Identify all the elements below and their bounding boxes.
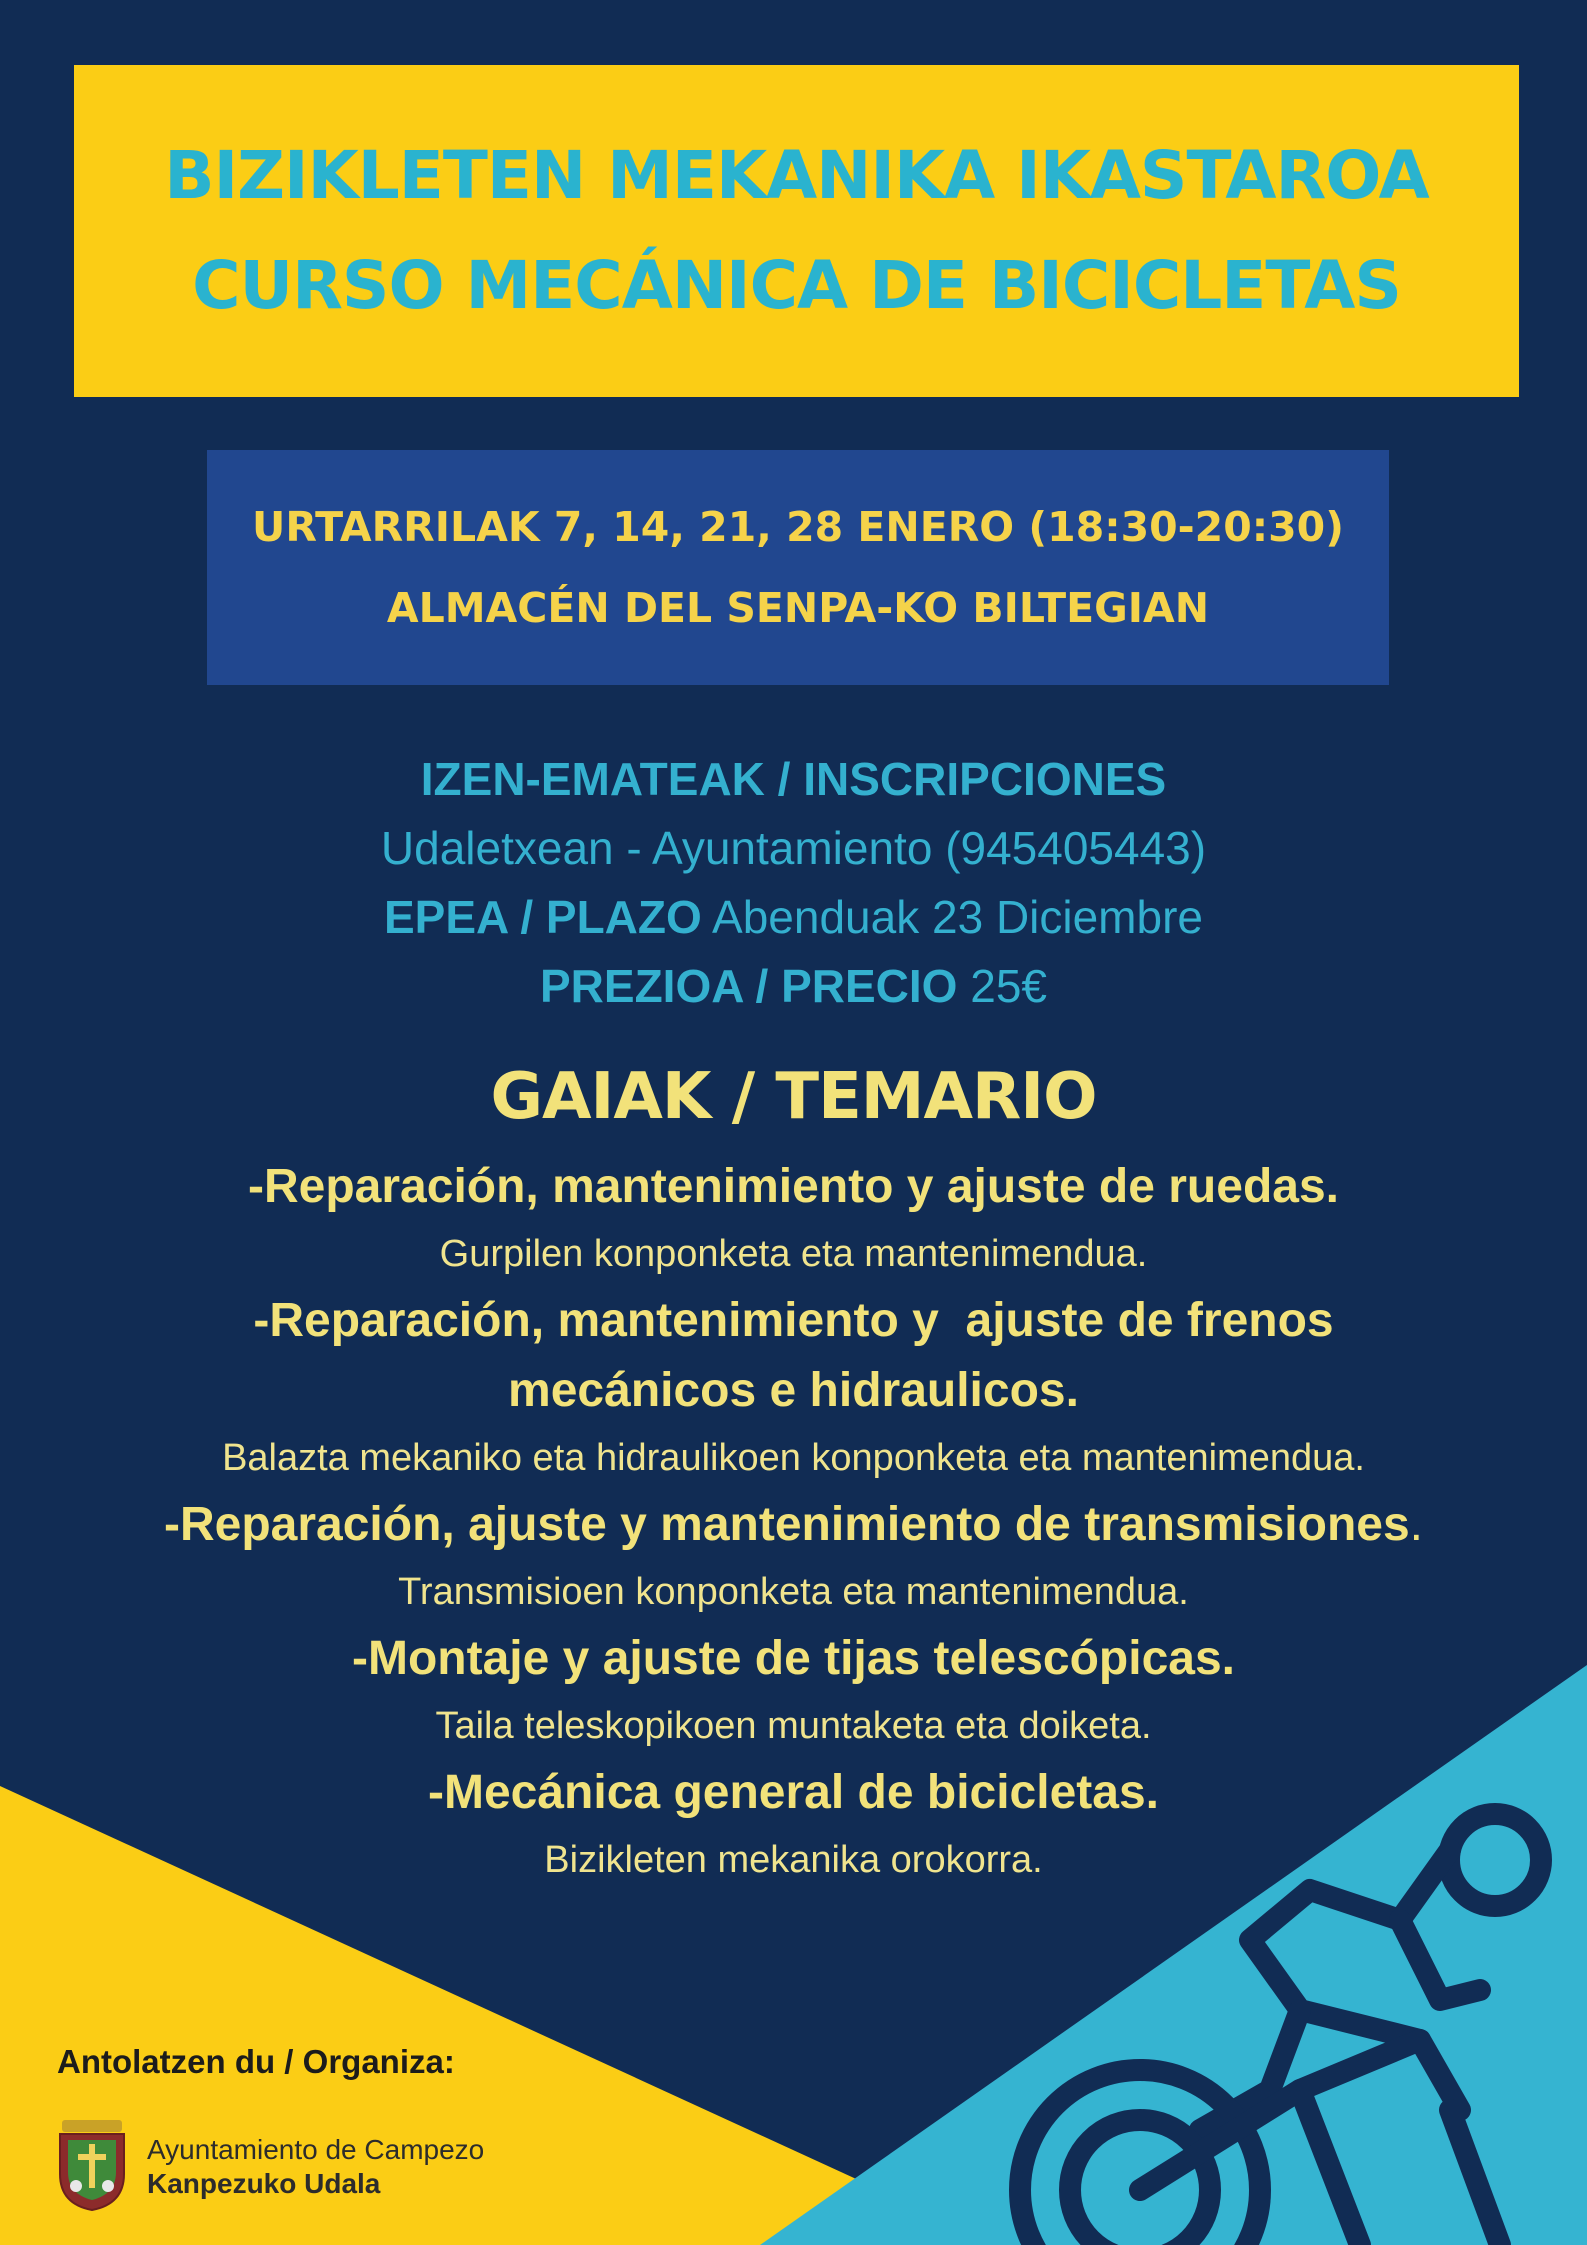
- topic-5-spanish: -Mecánica general de bicicletas.: [428, 1766, 1159, 1819]
- organizer-label: Antolatzen du / Organiza:: [57, 2043, 455, 2080]
- topic-1-basque: Gurpilen konponketa eta mantenimendua.: [439, 1233, 1148, 1275]
- topic-1-spanish: -Reparación, mantenimiento y ajuste de ruedas.: [248, 1160, 1339, 1213]
- topic-5-basque: Bizikleten mekanika orokorra.: [544, 1839, 1043, 1881]
- price-value: 25€: [970, 960, 1047, 1012]
- topic-2-spanish-b: mecánicos e hidraulicos.: [508, 1364, 1079, 1417]
- coat-of-arms-icon: [54, 2118, 130, 2212]
- title-spanish: CURSO MECÁNICA DE BICICLETAS: [192, 247, 1401, 324]
- schedule-banner: [207, 450, 1389, 685]
- deadline-label: EPEA / PLAZO: [384, 891, 702, 943]
- title-banner: [74, 65, 1519, 397]
- title-basque: BIZIKLETEN MEKANIKA IKASTAROA: [164, 137, 1429, 214]
- organizer-name: [147, 2133, 484, 2201]
- topics-section: [0, 1052, 1587, 1892]
- topic-2-spanish-a: -Reparación, mantenimiento y ajuste de frenos: [253, 1294, 1334, 1347]
- topic-3-basque: Transmisioen konponketa eta mantenimendua.: [398, 1571, 1189, 1613]
- course-location: ALMACÉN DEL SENPA-KO BILTEGIAN: [386, 583, 1210, 632]
- registration-info: [0, 745, 1587, 1021]
- price-line: [0, 952, 1587, 1021]
- registration-place: Udaletxean - Ayuntamiento (945405443): [380, 822, 1207, 874]
- organizer-name-spanish: Ayuntamiento de Campezo: [147, 2134, 485, 2165]
- organizer-name-basque: Kanpezuko Udala: [147, 2168, 381, 2199]
- deadline-value: Abenduak 23 Diciembre: [712, 891, 1203, 943]
- course-dates: URTARRILAK 7, 14, 21, 28 ENERO (18:30-20:30): [252, 502, 1344, 551]
- topic-3-spanish: -Reparación, ajuste y mantenimiento de transmisiones: [163, 1498, 1410, 1551]
- registration-heading: IZEN-EMATEAK / INSCRIPCIONES: [420, 753, 1167, 805]
- price-label: PREZIOA / PRECIO: [540, 960, 958, 1012]
- deadline-line: [0, 883, 1587, 952]
- topic-3-spanish-line: [0, 1490, 1587, 1560]
- topics-heading: GAIAK / TEMARIO: [490, 1060, 1097, 1134]
- topic-3-period: .: [1409, 1498, 1424, 1551]
- topic-4-spanish: -Montaje y ajuste de tijas telescópicas.: [352, 1632, 1235, 1685]
- topic-2-basque: Balazta mekaniko eta hidraulikoen konponketa eta mantenimendua.: [222, 1437, 1365, 1479]
- topic-4-basque: Taila teleskopikoen muntaketa eta doiketa.: [435, 1705, 1152, 1747]
